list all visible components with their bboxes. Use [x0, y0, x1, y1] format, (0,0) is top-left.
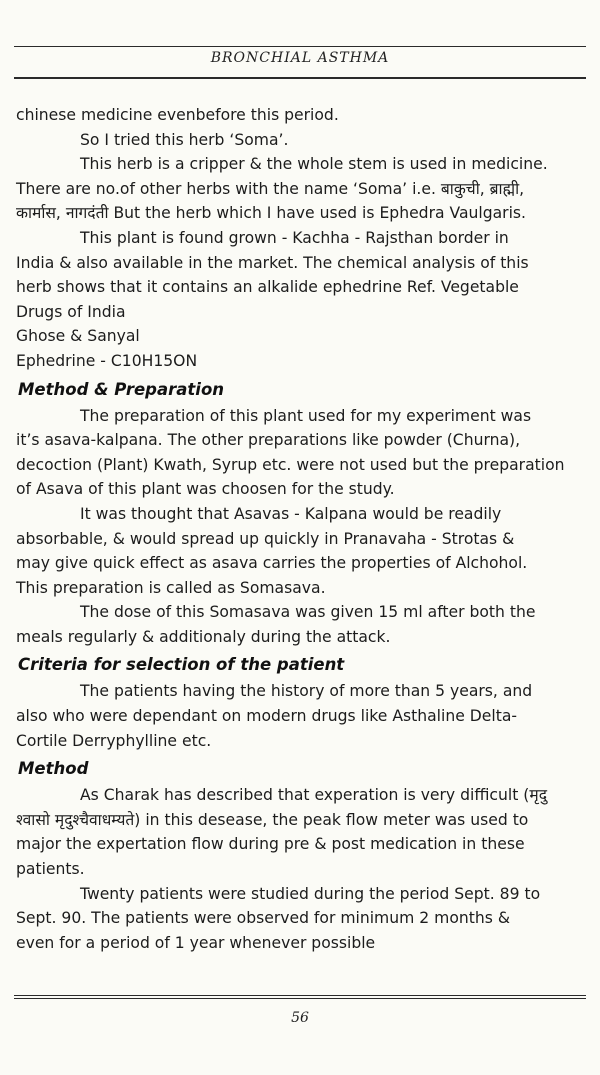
- text-line: absorbable, & would spread up quickly in Pranavaha - Strotas &: [16, 529, 515, 548]
- text-line: This preparation is called as Somasava.: [16, 578, 326, 597]
- section-heading-method: Method: [18, 759, 89, 779]
- text-line: herb shows that it contains an alkalide ephedrine Ref. Vegetable: [16, 278, 519, 297]
- text-line: patients.: [16, 860, 85, 879]
- text-line: The patients having the history of more than 5 years, and: [80, 682, 533, 701]
- text-line: Ghose & Sanyal: [16, 327, 140, 346]
- text-line: India & also available in the market. The chemical analysis of this: [16, 253, 529, 272]
- section-heading-criteria: Criteria for selection of the patient: [18, 655, 345, 675]
- text-line: Drugs of India: [16, 302, 126, 321]
- text-line: also who were dependant on modern drugs like Asthaline Delta-: [16, 707, 518, 726]
- text-line: it’s asava-kalpana. The other preparations like powder (Churna),: [16, 431, 521, 450]
- text-line: even for a period of 1 year whenever possible: [16, 933, 376, 952]
- body-text: [16, 103, 586, 955]
- text-line: There are no.of other herbs with the name ‘Soma’ i.e. बाकुची, ब्राह्मी,: [16, 179, 525, 198]
- text-line: Sept. 90. The patients were observed for minimum 2 months &: [16, 909, 511, 928]
- text-line: of Asava of this plant was choosen for the study.: [16, 480, 395, 499]
- header-rule-bottom: [14, 77, 586, 79]
- text-line: The preparation of this plant used for my experiment was: [80, 406, 532, 425]
- text-line: major the expertation flow during pre & post medication in these: [16, 835, 525, 854]
- text-line: chinese medicine evenbefore this period.: [16, 106, 339, 124]
- page-number: 56: [291, 1010, 309, 1026]
- footer-rule: [14, 995, 586, 996]
- text-line: श्वासो मृदुश्चैवाधम्यते) in this desease, the peak flow meter was used to: [16, 810, 529, 829]
- text-line: So I tried this herb ‘Soma’.: [80, 130, 289, 149]
- text-line: It was thought that Asavas - Kalpana would be readily: [80, 504, 502, 523]
- text-line: may give quick effect as asava carries the properties of Alchohol.: [16, 554, 528, 573]
- text-line: कार्मास, नागदंती But the herb which I have used is Ephedra Vaulgaris.: [16, 204, 526, 223]
- text-line: Ephedrine - C10H15ON: [16, 351, 198, 370]
- text-line: decoction (Plant) Kwath, Syrup etc. were not used but the preparation: [16, 455, 565, 474]
- text-line: This herb is a cripper & the whole stem is used in medicine.: [80, 155, 548, 174]
- section-heading-method-preparation: Method & Preparation: [18, 379, 225, 399]
- text-line: This plant is found grown - Kachha - Rajsthan border in: [80, 228, 509, 247]
- header-rule-top: [14, 46, 586, 47]
- running-head: BRONCHIAL ASTHMA: [210, 50, 390, 66]
- text-line: meals regularly & additionaly during the attack.: [16, 627, 391, 646]
- text-line: As Charak has described that experation is very difficult (मृदु: [80, 786, 547, 805]
- text-line: Twenty patients were studied during the period Sept. 89 to: [80, 884, 541, 903]
- footer-rule: [14, 998, 586, 999]
- text-line: Cortile Derryphylline etc.: [16, 731, 212, 750]
- text-line: The dose of this Somasava was given 15 ml after both the: [80, 603, 536, 622]
